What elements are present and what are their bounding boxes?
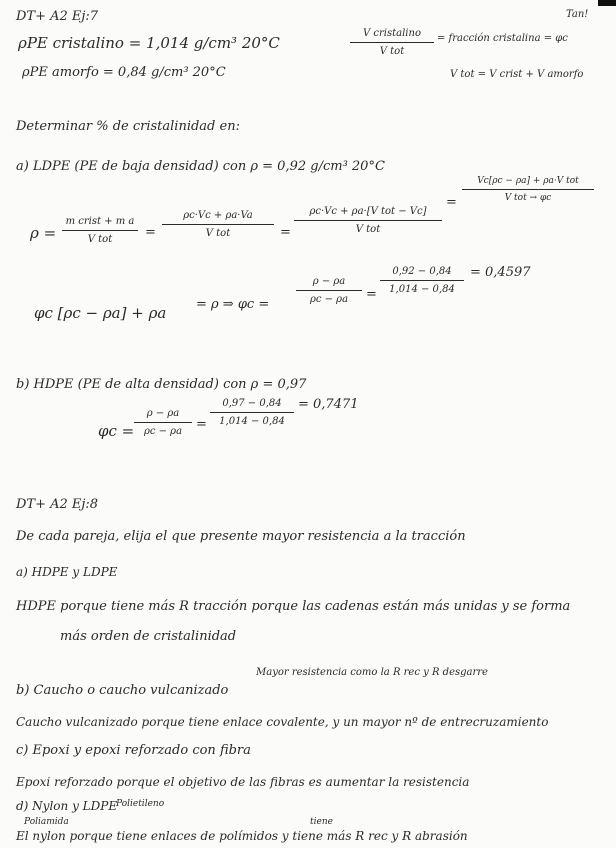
rho-crystalline-line: ρPE cristalino = 1,014 g/cm³ 20°C — [18, 34, 280, 52]
hdpe-numeric-fraction — [210, 398, 294, 427]
part-b-pair: b) Caucho o caucho vulcanizado — [16, 683, 229, 698]
part-d-pair: d) Nylon y LDPE — [16, 799, 118, 813]
density-expansion-numerator: ρc·Vc + ρa·Va — [183, 210, 253, 221]
total-volume-equation: V tot = V crist + V amorfo — [450, 69, 584, 80]
fraction-bar — [62, 230, 138, 231]
hdpe-symbolic-numerator: ρ − ρa — [146, 408, 180, 419]
equals-sign: = — [196, 417, 207, 432]
hdpe-numeric-denominator: 1,014 − 0,84 — [219, 416, 285, 427]
crystalline-fraction-definition: = fracción cristalina = φc — [437, 33, 568, 44]
density-substitution-denominator: V tot — [355, 224, 381, 235]
equals-sign: = — [446, 195, 457, 210]
fraction-bar — [380, 280, 464, 281]
density-expansion-fraction — [162, 210, 274, 239]
fraction-bar — [210, 412, 294, 413]
hdpe-symbolic-fraction — [134, 408, 192, 437]
density-substitution-numerator: ρc·Vc + ρa·[V tot − Vc] — [309, 206, 427, 217]
equals-sign: = — [366, 287, 377, 302]
hdpe-symbolic-denominator: ρc − ρa — [143, 426, 183, 437]
density-rearranged-denominator: V tot → φc — [504, 193, 552, 203]
mass-numerator: m crist + m a — [65, 216, 135, 227]
part-b-answer: Caucho vulcanizado porque tiene enlace covalente, y un mayor nº de entrecruzamiento — [16, 715, 549, 729]
volume-fraction-numerator: V cristalino — [363, 28, 421, 39]
page-corner-mark — [598, 0, 616, 6]
equals-sign: = — [280, 225, 291, 240]
part-d-insertion-note: tiene — [310, 817, 333, 827]
part-a-answer-line-2: más orden de cristalinidad — [60, 629, 237, 644]
part-a-pair: a) HDPE y LDPE — [16, 565, 118, 579]
part-d-nylon-annotation: Poliamida — [24, 817, 69, 827]
mass-denominator: V tot — [87, 234, 113, 245]
hdpe-phi-lhs: φc = — [98, 422, 135, 440]
rho-amorphous-line: ρPE amorfo = 0,84 g/cm³ 20°C — [22, 65, 226, 80]
density-lhs: ρ = — [30, 224, 57, 242]
equals-sign: = — [145, 225, 156, 240]
volume-fraction-denominator: V tot — [379, 46, 405, 57]
part-c-pair: c) Epoxi y epoxi reforzado con fibra — [16, 743, 251, 758]
phi-numeric-numerator: 0,92 − 0,84 — [392, 266, 452, 277]
part-a-answer-line-1: HDPE porque tiene más R tracción porque las cadenas están más unidas y se forma — [16, 599, 571, 614]
fraction-bar — [134, 422, 192, 423]
exercise-8-title: DT+ A2 Ej:8 — [16, 497, 99, 512]
corner-annotation: Tan! — [566, 9, 589, 20]
part-b-statement: b) HDPE (PE de alta densidad) con ρ = 0,97 — [16, 377, 307, 392]
fraction-bar — [294, 220, 442, 221]
mass-over-volume-fraction — [62, 216, 138, 245]
fraction-bar — [296, 290, 362, 291]
density-rearranged-numerator: Vc[ρc − ρa] + ρa·V tot — [477, 176, 579, 186]
phi-line-left: φc [ρc − ρa] + ρa — [34, 304, 167, 322]
density-expansion-denominator: V tot — [205, 228, 231, 239]
part-b-note: Mayor resistencia como la R rec y R desgarre — [256, 667, 488, 678]
phi-numeric-fraction — [380, 266, 464, 295]
phi-hdpe-result: = 0,7471 — [298, 397, 359, 412]
exercise-8-intro: De cada pareja, elija el que presente mayor resistencia a la tracción — [16, 529, 466, 544]
determine-crystallinity-prompt: Determinar % de cristalinidad en: — [16, 119, 240, 134]
density-substitution-fraction — [294, 206, 442, 235]
fraction-bar — [162, 224, 274, 225]
phi-ldpe-result: = 0,4597 — [470, 265, 531, 280]
phi-symbolic-denominator: ρc − ρa — [309, 294, 349, 305]
part-d-answer: El nylon porque tiene enlaces de polímidos y tiene más R rec y R abrasión — [16, 829, 468, 843]
volume-fraction — [350, 28, 434, 57]
phi-symbolic-numerator: ρ − ρa — [312, 276, 346, 287]
phi-symbolic-fraction — [296, 276, 362, 305]
phi-line-middle: = ρ ⇒ φc = — [196, 297, 270, 312]
density-rearranged-fraction — [462, 176, 594, 203]
fraction-bar — [462, 189, 594, 190]
exercise-7-title: DT+ A2 Ej:7 — [16, 9, 99, 24]
phi-numeric-denominator: 1,014 − 0,84 — [389, 284, 455, 295]
hdpe-numeric-numerator: 0,97 − 0,84 — [222, 398, 282, 409]
part-d-ldpe-annotation: Polietileno — [116, 799, 165, 809]
part-c-answer: Epoxi reforzado porque el objetivo de las fibras es aumentar la resistencia — [16, 775, 470, 789]
part-a-statement: a) LDPE (PE de baja densidad) con ρ = 0,92 g/cm³ 20°C — [16, 159, 385, 174]
fraction-bar — [350, 42, 434, 43]
